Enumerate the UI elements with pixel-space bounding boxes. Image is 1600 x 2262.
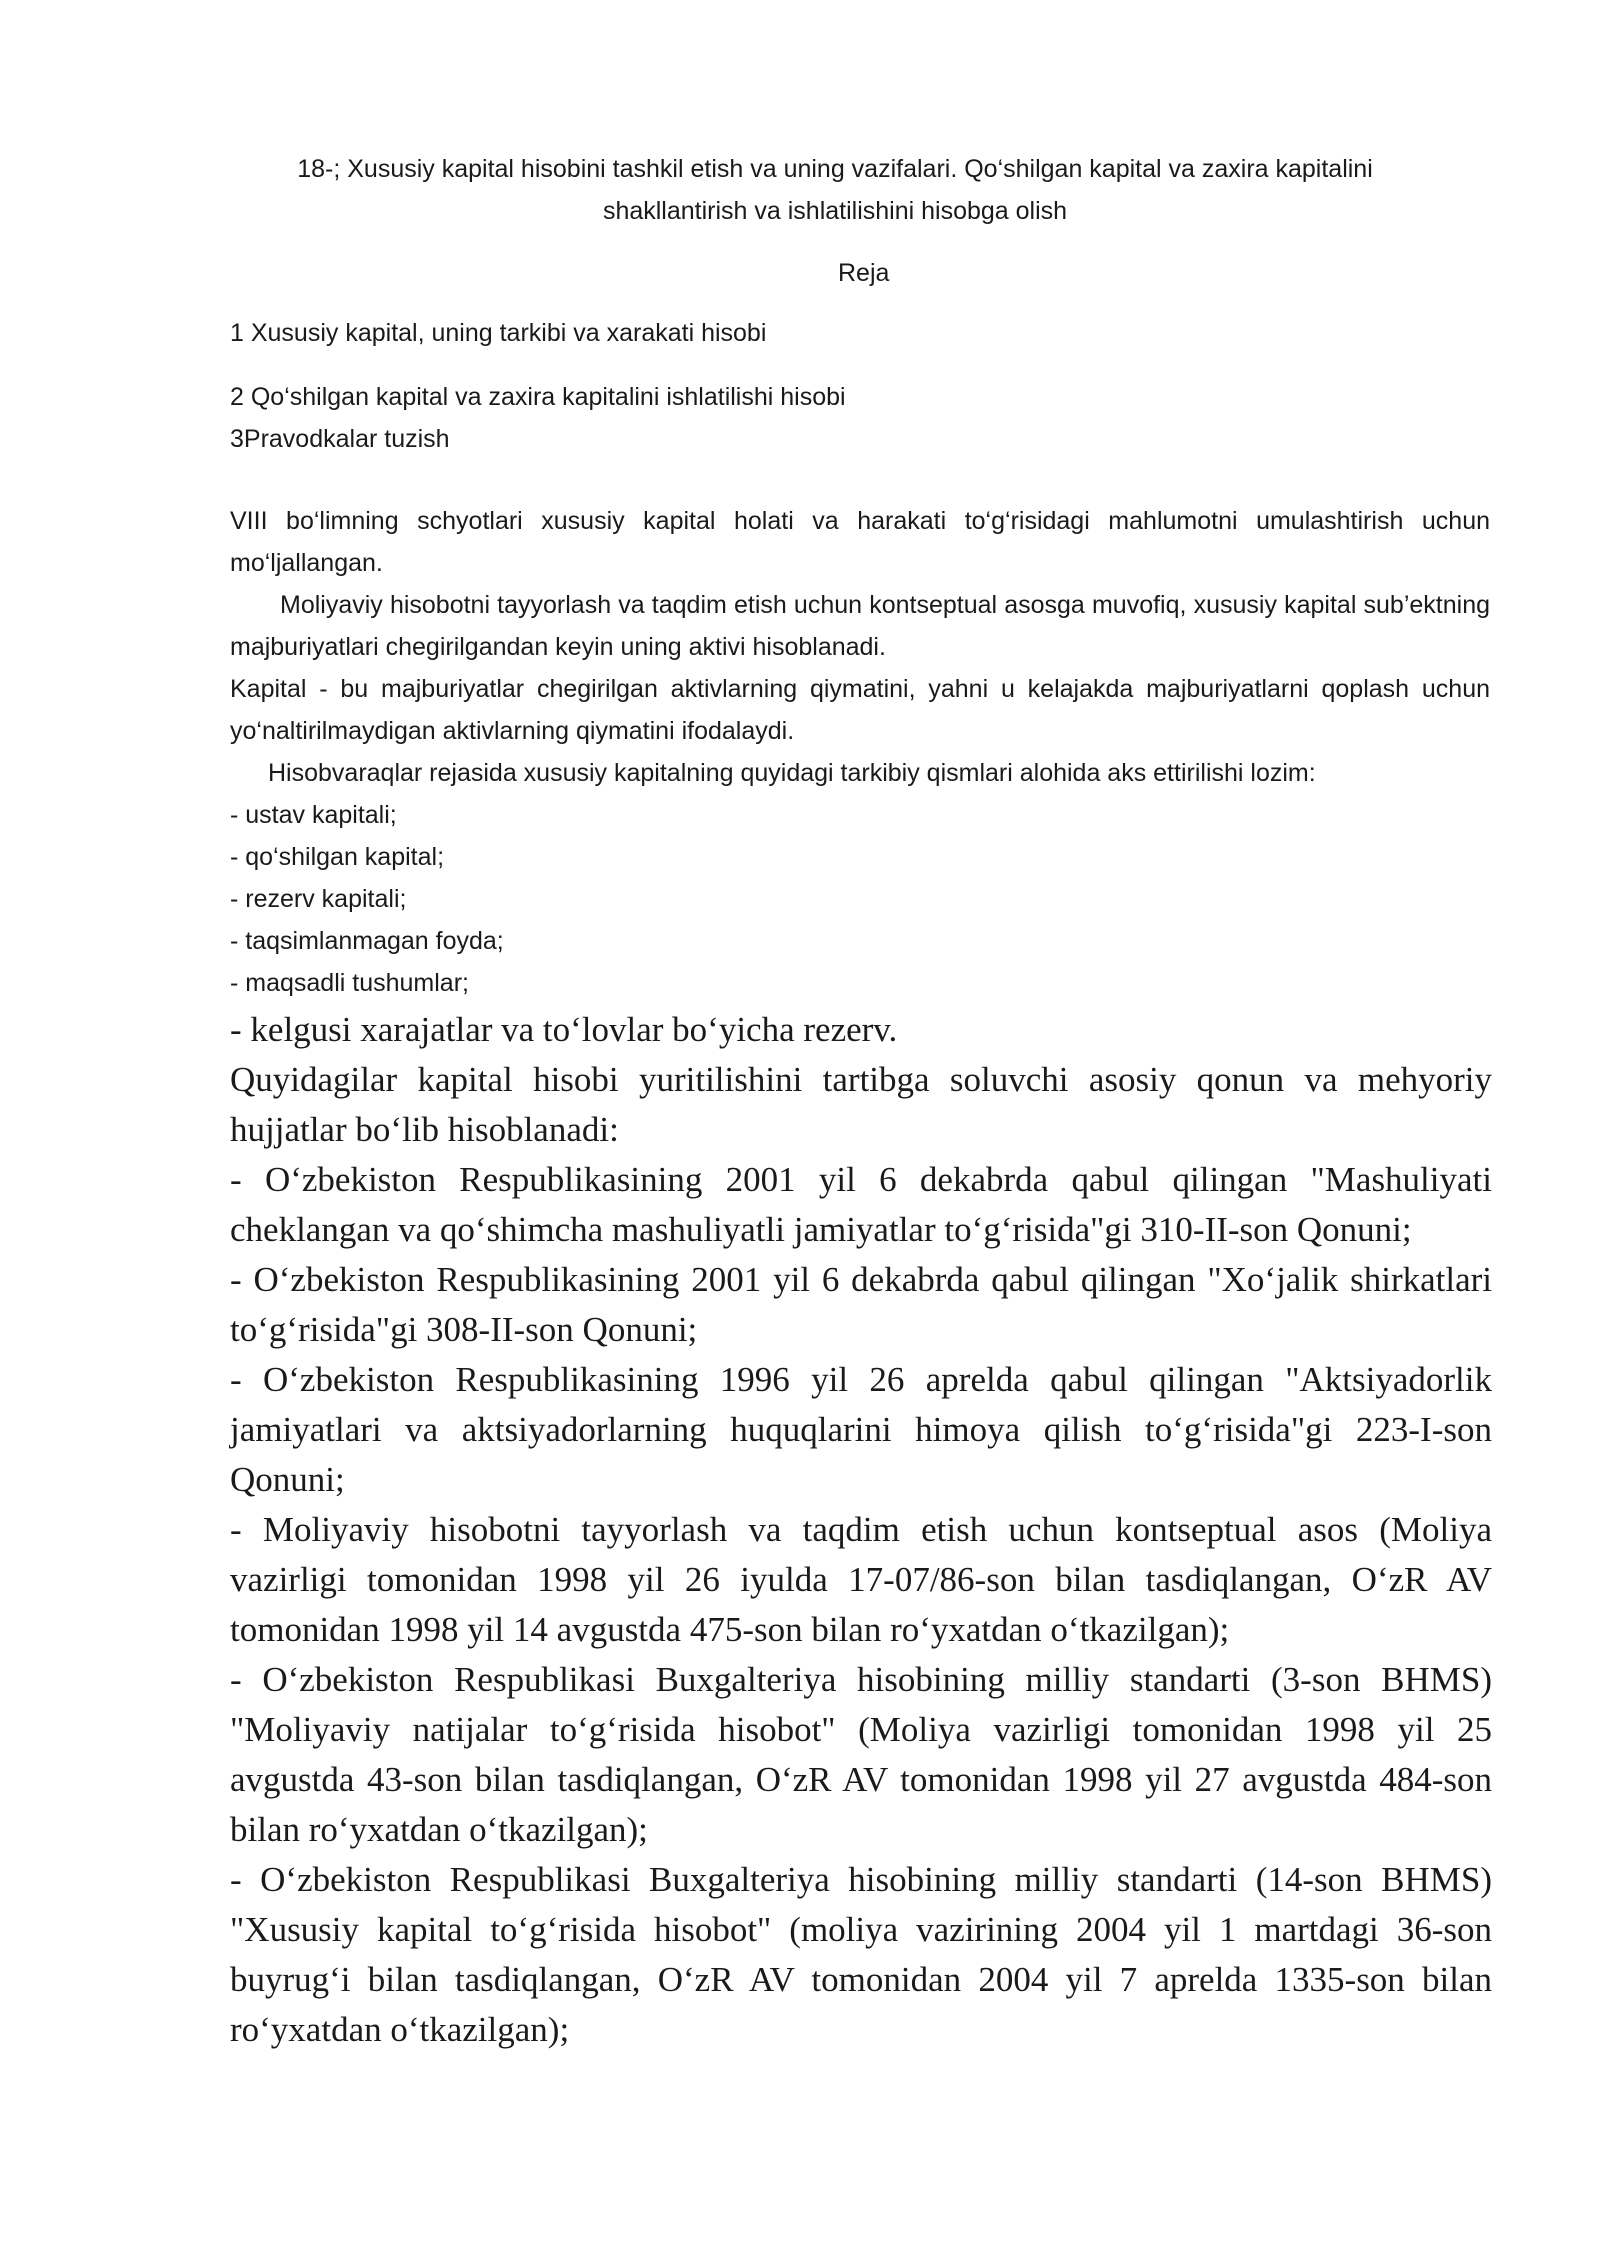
document-title: 18-; Xususiy kapital hisobini tashkil etish va uning vazifalari. Qo‘shilgan kapital va zaxira kapitalini shakllantirish va ishlatilishini hisobga olish bbox=[297, 155, 1373, 225]
list-item: - O‘zbekiston Respublikasining 2001 yil 6 dekabrda qabul qilingan "Xo‘jalik shirkatlari to‘g‘risida"gi 308-II-son Qonuni; bbox=[230, 1260, 1492, 1349]
list-item: - O‘zbekiston Respublikasi Buxgalteriya hisobining milliy standarti (14-son BHMS) "Xususiy kapital to‘g‘risida hisobot" (moliya vazirining 2004 yil 1 martdagi 36-son buyrug‘i bilan tasdiqlangan, O‘zR AV tomonidan 2004 yil 7 aprelda 1335-son bilan ro‘yxatdan o‘tkazilgan); bbox=[230, 1860, 1492, 2049]
plan-item: 3Pravodkalar tuzish bbox=[230, 425, 450, 453]
list-item: - taqsimlanmagan foyda; bbox=[230, 927, 504, 955]
list-item: - maqsadli tushumlar; bbox=[230, 969, 469, 997]
list-item: - kelgusi xarajatlar va to‘lovlar bo‘yicha rezerv. bbox=[230, 1010, 898, 1049]
paragraph: Hisobvaraqlar rejasida xususiy kapitalning quyidagi tarkibiy qismlari alohida aks ettirilishi lozim: bbox=[268, 759, 1316, 787]
intro-section bbox=[230, 500, 1490, 1004]
paragraph: Moliyaviy hisobotni tayyorlash va taqdim etish uchun kontseptual asosga muvofiq, xususiy kapital sub’ektning majburiyatlari chegirilgandan keyin uning aktivi hisoblanadi. bbox=[230, 591, 1490, 661]
capital-components-list bbox=[230, 794, 1490, 1004]
plan-heading: Reja bbox=[838, 259, 890, 287]
paragraph: Quyidagilar kapital hisobi yuritilishini tartibga soluvchi asosiy qonun va mehyoriy hujjatlar bo‘lib hisoblanadi: bbox=[230, 1060, 1492, 1149]
list-item: - Moliyaviy hisobotni tayyorlash va taqdim etish uchun kontseptual asos (Moliya vazirligi tomonidan 1998 yil 26 iyulda 17-07/86-son bilan tasdiqlangan, O‘zR AV tomonidan 1998 yil 14 avgustda 475-son bilan ro‘yxatdan o‘tkazilgan); bbox=[230, 1510, 1492, 1649]
list-item: - rezerv kapitali; bbox=[230, 885, 407, 913]
plan-item: 2 Qo‘shilgan kapital va zaxira kapitalini ishlatilishi hisobi bbox=[230, 383, 846, 411]
list-item: - O‘zbekiston Respublikasining 2001 yil 6 dekabrda qabul qilingan "Mashuliyati cheklangan va qo‘shimcha mashuliyatli jamiyatlar to‘g‘risida"gi 310-II-son Qonuni; bbox=[230, 1160, 1492, 1249]
list-item: - qo‘shilgan kapital; bbox=[230, 843, 445, 871]
list-item: - O‘zbekiston Respublikasi Buxgalteriya hisobining milliy standarti (3-son BHMS) "Moliyaviy natijalar to‘g‘risida hisobot" (Moliya vazirligi tomonidan 1998 yil 25 avgustda 43-son bilan tasdiqlangan, O‘zR AV tomonidan 1998 yil 27 avgustda 484-son bilan ro‘yxatdan o‘tkazilgan); bbox=[230, 1660, 1492, 1849]
plan-item: 1 Xususiy kapital, uning tarkibi va xarakati hisobi bbox=[230, 319, 767, 347]
regulations-section bbox=[230, 1005, 1492, 2055]
list-item: - O‘zbekiston Respublikasining 1996 yil 26 aprelda qabul qilingan "Aktsiyadorlik jamiyatlari va aktsiyadorlarning huquqlarini himoya qilish to‘g‘risida"gi 223-I-son Qonuni; bbox=[230, 1360, 1492, 1499]
paragraph: VIII bo‘limning schyotlari xususiy kapital holati va harakati to‘g‘risidagi mahlumotni umulashtirish uchun mo‘ljallangan. bbox=[230, 507, 1490, 577]
paragraph: Kapital - bu majburiyatlar chegirilgan aktivlarning qiymatini, yahni u kelajakda majburiyatlarni qoplash uchun yo‘naltirilmaydigan aktivlarning qiymatini ifodalaydi. bbox=[230, 675, 1490, 745]
list-item: - ustav kapitali; bbox=[230, 801, 397, 829]
